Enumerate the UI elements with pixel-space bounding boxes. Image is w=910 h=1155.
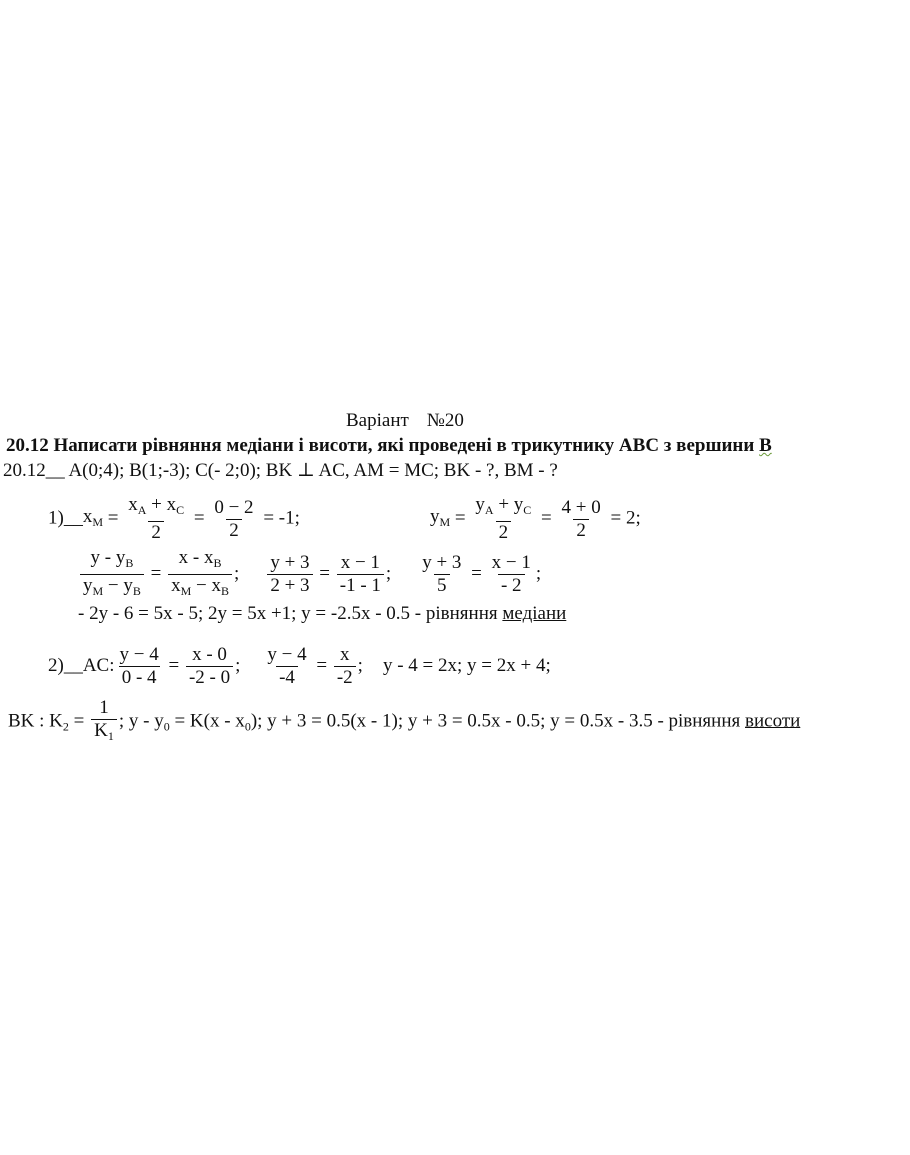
ac-frac-2b: $\frac{x}{-2}$ (334, 645, 356, 688)
ym-lhs: $y_M$ (430, 505, 451, 529)
ac-frac-1a: $\frac{y - 4}{0 - 4}$ (119, 644, 159, 688)
median-frac-1b: $\frac{x - x_B}{x_M - x_B}$ (168, 548, 232, 601)
median-result-text: - 2y - 6 = 5x - 5; 2y = 5x +1; y = -2.5x - 0.5 - рівняння (78, 603, 503, 624)
k2-fraction: $\frac{1}{K_1}$ (91, 698, 117, 746)
step2-label: 2) (48, 654, 64, 676)
ym-result: = 2; (605, 507, 641, 529)
task-text: Написати рівняння медіани і висоти, які проведені в трикутнику АВС з вершини (53, 435, 755, 456)
median-frac-2a: $\frac{y + 3}{2 + 3}$ (267, 553, 312, 596)
step2-line: 2)__AC: $\frac{y - 4}{0 - 4}$ = $\frac{x - 0}{-2 - 0}$ ; $\frac{y - 4}{-4}$ = $\frac{x}{-2}$ ; y - 4 = 2x; y = 2x + 4; (48, 644, 551, 688)
xm-result: = -1; (258, 507, 300, 529)
variant-number: №20 (426, 410, 464, 431)
altitude-line: BK : $K_2$ = $\frac{1}{K_1}$ ; $y - y_0 = K(x - x_0)$; y + 3 = 0.5(x - 1); y + 3 = 0.5x - 0.5; y = 0.5x - 3.5 - рівняння висоти (8, 698, 800, 746)
variant-label: Варіант (346, 410, 409, 431)
ac-label: AC: (82, 654, 115, 676)
ym-fraction-values: $\frac{4 + 0}{2}$ (561, 496, 601, 541)
step1-xm-line: $1)\_\_x_M$ = $\frac{x_A + x_C}{2}$ = $\frac{0 - 2}{2}$ = -1; (48, 494, 300, 543)
task-vertex: В (759, 435, 772, 456)
step1-label: 1) (48, 507, 64, 529)
task-statement (6, 435, 772, 457)
given-number: 20.12 (3, 460, 46, 481)
median-word: медіани (502, 603, 567, 624)
given-text: A(0;4); B(1;-3); C(- 2;0); BK ⊥ AC, AM = MC; BK - ?, BM - ? (68, 460, 558, 481)
given-blank: __ (45, 460, 65, 481)
xm-fraction: $\frac{x_A + x_C}{2}$ (128, 494, 185, 543)
step1-blank: __ (63, 507, 83, 529)
xm-fraction-values: $\frac{0 - 2}{2}$ (214, 496, 254, 541)
step1-ym-line: $y_M$ = $\frac{y_A + y_C}{2}$ = $\frac{4 + 0}{2}$ = 2; (430, 494, 641, 543)
median-frac-3a: $\frac{y + 3}{5}$ (422, 552, 462, 596)
xm-lhs: $x_M$ (82, 505, 103, 529)
ac-frac-1b: $\frac{x - 0}{-2 - 0}$ (186, 645, 233, 688)
altitude-text: ); y + 3 = 0.5(x - 1); y + 3 = 0.5x - 0.5; y = 0.5x - 3.5 - рівняння (250, 710, 745, 732)
ac-frac-2a: $\frac{y - 4}{-4}$ (267, 644, 307, 688)
median-frac-3b: $\frac{x - 1}{- 2}$ (491, 552, 531, 596)
median-frac-1a: $\frac{y - y_B}{y_M - y_B}$ (80, 548, 144, 601)
bk-label: BK : K (8, 710, 63, 732)
given-line (3, 460, 558, 482)
altitude-word: висоти (745, 710, 801, 732)
median-frac-2b: $\frac{x - 1}{-1 - 1}$ (337, 553, 384, 596)
median-result-line (78, 603, 566, 625)
step2-tail: y - 4 = 2x; y = 2x + 4; (382, 654, 551, 676)
task-number: 20.12 (6, 435, 49, 456)
median-equation-line: $\frac{y - y_B}{y_M - y_B}$ = $\frac{x - x_B}{x_M - x_B}$ ; $\frac{y + 3}{2 + 3}$ = $\frac{x - 1}{-1 - 1}$ ; $\frac{y + 3}{5}$ = $\frac{x - 1}{- 2}$ ; (78, 548, 541, 601)
variant-title (346, 410, 464, 432)
ym-fraction: $\frac{y_A + y_C}{2}$ (475, 494, 532, 543)
